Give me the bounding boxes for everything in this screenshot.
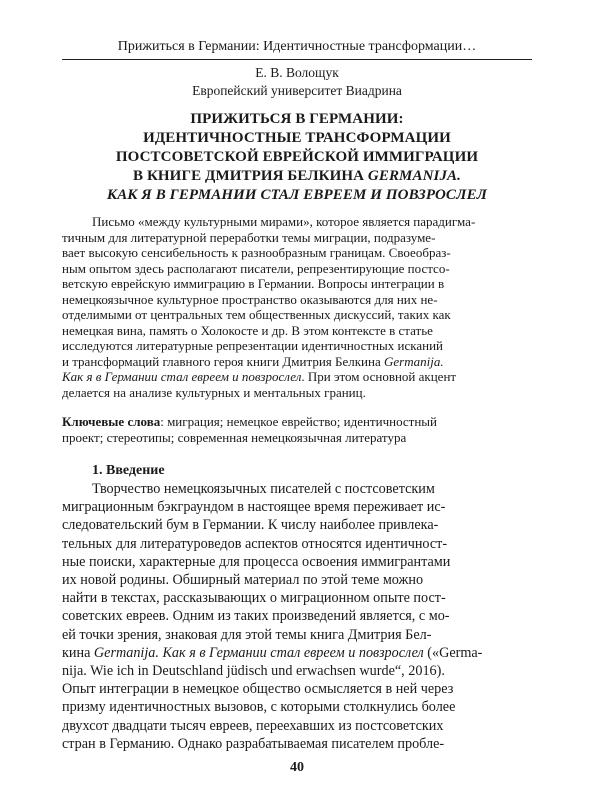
keywords-line: проект; стереотипы; современная немецкоязычная литература [62,429,407,445]
keywords-label: Ключевые слова [62,414,161,429]
body-line: их новой родины. Обширный материал по этой теме можно [62,572,424,589]
title-line-text: В КНИГЕ ДМИТРИЯ БЕЛКИНА [132,168,368,184]
body-line: Творчество немецкоязычных писателей с постсоветским [92,481,435,497]
section-heading: 1. Введение [92,463,165,478]
body-line: советских евреев. Одним из таких произведений является, с мо- [62,608,450,625]
body-text [62,480,532,753]
abstract-line: ным опытом здесь располагают писатели, репрезентирующие постсо- [62,260,450,276]
abstract-book-name: Germanija. [383,353,444,369]
keywords-text: : миграция; немецкое еврейство; идентичностный [160,414,437,429]
body-line [62,644,532,662]
body-book-title: Germanija. Как я в Германии стал евреем и повзрослел [93,644,424,661]
keywords [62,414,532,445]
title-book-name: GERMANIJA. [367,168,462,184]
abstract-book-subtitle: Как я в Германии стал евреем и повзрослел [62,369,302,384]
abstract-line: немецкоязычное культурное пространство оказываются для них не- [62,291,438,307]
abstract-line: вает высокую сенсибельность к разнообразным границам. Своеобраз- [62,245,451,260]
body-line-text: кина [62,644,94,661]
title-line: ПОСТСОВЕТСКОЙ ЕВРЕЙСКОЙ ИММИГРАЦИИ [115,149,479,165]
body-line: nija. Wie ich in Deutschland jüdisch und erwachsen wurde“, 2016). [62,663,445,680]
title-line: ИДЕНТИЧНОСТНЫЕ ТРАНСФОРМАЦИИ [143,130,451,146]
title-book-subtitle: КАК Я В ГЕРМАНИИ СТАЛ ЕВРЕЕМ И ПОВЗРОСЛЕЛ [106,187,488,203]
body-line: миграционным бэкграундом в настоящее время переживает ис- [62,499,446,516]
body-line: стран в Германию. Однако разрабатываемая писателем пробле- [62,735,445,752]
abstract-line [62,354,532,370]
abstract-line-text: . При этом основной акцент [301,369,457,384]
body-line: ные поиски, характерные для процесса освоения иммигрантами [62,553,451,570]
title-line: ПРИЖИТЬСЯ В ГЕРМАНИИ: [190,111,404,127]
abstract-line: ветскую еврейскую иммиграцию в Германии. Вопросы интеграции в [62,276,445,291]
abstract-line: делается на анализе культурных и ментальных границ. [62,384,366,400]
abstract-line: немецкая вина, память о Холокосте и др. В этом контексте в статье [62,322,433,338]
abstract [62,214,532,400]
body-line: следовательский бум в Германии. К числу наиболее привлека- [62,517,439,534]
abstract-line: Письмо «между культурными мирами», которое является парадигма- [92,214,476,229]
body-line: ей точки зрения, знаковая для этой темы книга Дмитрия Бел- [62,626,432,643]
body-line: найти в текстах, рассказывающих о миграционном опыте пост- [62,590,446,607]
page-number: 40 [290,760,304,775]
abstract-line [62,369,532,385]
abstract-line: исследуются литературные репрезентации идентичностных исканий [62,338,444,353]
title-line [62,186,532,205]
body-line: тельных для литературоведов аспектов относятся идентичност- [62,535,448,552]
running-head: Прижиться в Германии: Идентичностные трансформации… [62,38,532,60]
article-title [62,110,532,205]
title-line [62,167,532,186]
body-line: Опыт интеграции в немецкое общество осмысляется в ней через [62,681,454,698]
abstract-line: отделимыми от центральных тем общественных дискуссий, таких как [62,307,451,322]
body-line: призму идентичностных вызовов, с которыми столкнулись более [62,699,456,716]
keywords-line [62,414,532,430]
author-name: Е. В. Волощук [255,65,339,80]
body-line: двухсот двадцати тысяч евреев, переехавших из постсоветских [62,717,444,734]
abstract-line: тичным для литературной переработки темы миграции, подразуме- [62,229,436,245]
author-affiliation: Европейский университет Виадрина [192,83,402,98]
abstract-line-text: и трансформаций главного героя книги Дмитрия Белкина [62,353,384,369]
body-line-text: («Germa- [423,644,483,661]
